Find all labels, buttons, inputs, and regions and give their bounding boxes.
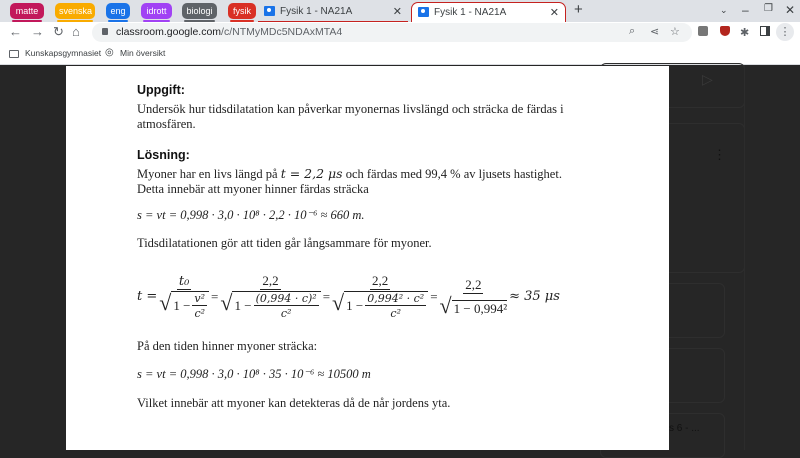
close-tab-icon[interactable]: ✕ xyxy=(549,7,559,19)
minimize-icon[interactable]: – xyxy=(742,3,749,17)
zoom-icon[interactable]: ⌕ xyxy=(629,25,636,37)
distance-equation-2: s = vt = 0,998 · 3,0 · 10⁸ · 35 · 10⁻⁶ ≈ 10500 m xyxy=(137,367,371,381)
conclusion-text: Vilket innebär att myoner kan detekteras då de når jordens yta. xyxy=(137,396,451,410)
tab-group-biologi[interactable]: biologi xyxy=(182,3,217,19)
tab-search-chevron-icon[interactable]: ⌄ xyxy=(720,5,728,15)
page-overlay xyxy=(0,65,800,450)
close-tab-icon[interactable]: ✕ xyxy=(392,6,402,18)
bookmark-star-icon[interactable]: ☆ xyxy=(670,26,680,38)
tab-title: Fysik 1 - NA21A xyxy=(280,6,353,17)
distance-equation: s = vt = 0,998 · 3,0 · 10⁸ · 2,2 · 10⁻⁶ ≈ 660 m. xyxy=(137,208,365,222)
task-heading: Uppgift: xyxy=(137,83,185,97)
globe-icon: ◎ xyxy=(105,47,114,58)
tab-fysik-1[interactable] xyxy=(258,2,408,22)
reload-icon[interactable]: ↻ xyxy=(53,24,64,39)
classroom-icon xyxy=(418,7,429,17)
more-options-icon[interactable]: ⋮ xyxy=(713,147,726,162)
extension-icon[interactable] xyxy=(698,26,708,36)
bookmark-kunskapsgymnasiet[interactable]: Kunskapsgymnasiet xyxy=(25,48,102,58)
toolbar xyxy=(0,22,800,43)
new-tab-icon[interactable]: + xyxy=(574,1,583,18)
divider xyxy=(744,65,745,450)
lock-icon xyxy=(102,28,108,35)
menu-icon[interactable]: ⋮ xyxy=(776,23,794,41)
ublock-icon[interactable] xyxy=(720,26,730,36)
bookmarks-bar xyxy=(0,43,800,65)
tab-group-eng[interactable]: eng xyxy=(106,3,130,19)
home-icon[interactable]: ⌂ xyxy=(72,24,80,39)
document-viewer xyxy=(66,66,669,450)
back-icon[interactable]: ← xyxy=(9,24,22,39)
tab-fysik-1-active[interactable] xyxy=(411,2,566,22)
tab-title: Fysik 1 - NA21A xyxy=(434,7,507,18)
send-icon[interactable]: ▷ xyxy=(702,71,713,87)
card-title-snippet: s 6 - ... xyxy=(669,423,700,434)
bookmark-min-oversikt[interactable]: Min översikt xyxy=(120,48,166,58)
side-panel-icon[interactable] xyxy=(760,26,770,36)
tab-group-matte[interactable]: matte xyxy=(10,3,44,19)
tab-group-svenska[interactable]: svenska xyxy=(55,3,95,19)
task-text: Undersök hur tidsdilatation kan påverkar myonernas livslängd och sträcka de färdas i atmosfären. xyxy=(137,102,564,131)
distance-intro: På den tiden hinner myoner sträcka: xyxy=(137,339,318,353)
tab-group-idrott[interactable]: idrott xyxy=(141,3,172,19)
url-text: classroom.google.com/c/NTMyMDc5NDAxMTA4 xyxy=(116,26,343,38)
classroom-icon xyxy=(264,6,275,16)
share-icon[interactable]: ⋖ xyxy=(650,26,660,38)
solution-heading: Lösning: xyxy=(137,148,190,162)
close-window-icon[interactable]: ✕ xyxy=(785,3,796,17)
address-bar[interactable] xyxy=(92,23,692,42)
restore-icon[interactable]: ❐ xyxy=(764,3,773,14)
time-dilation-equation: t = t₀ √ 1 − $\frac{\text{v²}}{\text{c²}}$ = 2,2 √ 1 − $\frac{\text{(0,994 · c)²}}{\text{c²}}$ = 2,2 √ 1 − $\frac{\text{0,994² · c²}}{\text{c²}}$ = 2,2 √ 1 − 0,994² ≈ 35 μs xyxy=(137,273,560,320)
extensions-puzzle-icon[interactable]: ✱ xyxy=(740,27,750,39)
tab-group-fysik[interactable]: fysik xyxy=(228,3,256,19)
forward-icon[interactable]: → xyxy=(31,24,44,39)
tab-strip xyxy=(0,0,800,22)
dilation-text: Tidsdilatationen gör att tiden går långsammare för myoner. xyxy=(137,236,432,250)
solution-paragraph: Myoner har en livs längd på t = 2,2 μs och färdas med 99,4 % av ljusets hastighet. Detta innebär att myoner hinner färdas sträcka xyxy=(137,166,562,196)
folder-icon xyxy=(9,50,19,58)
